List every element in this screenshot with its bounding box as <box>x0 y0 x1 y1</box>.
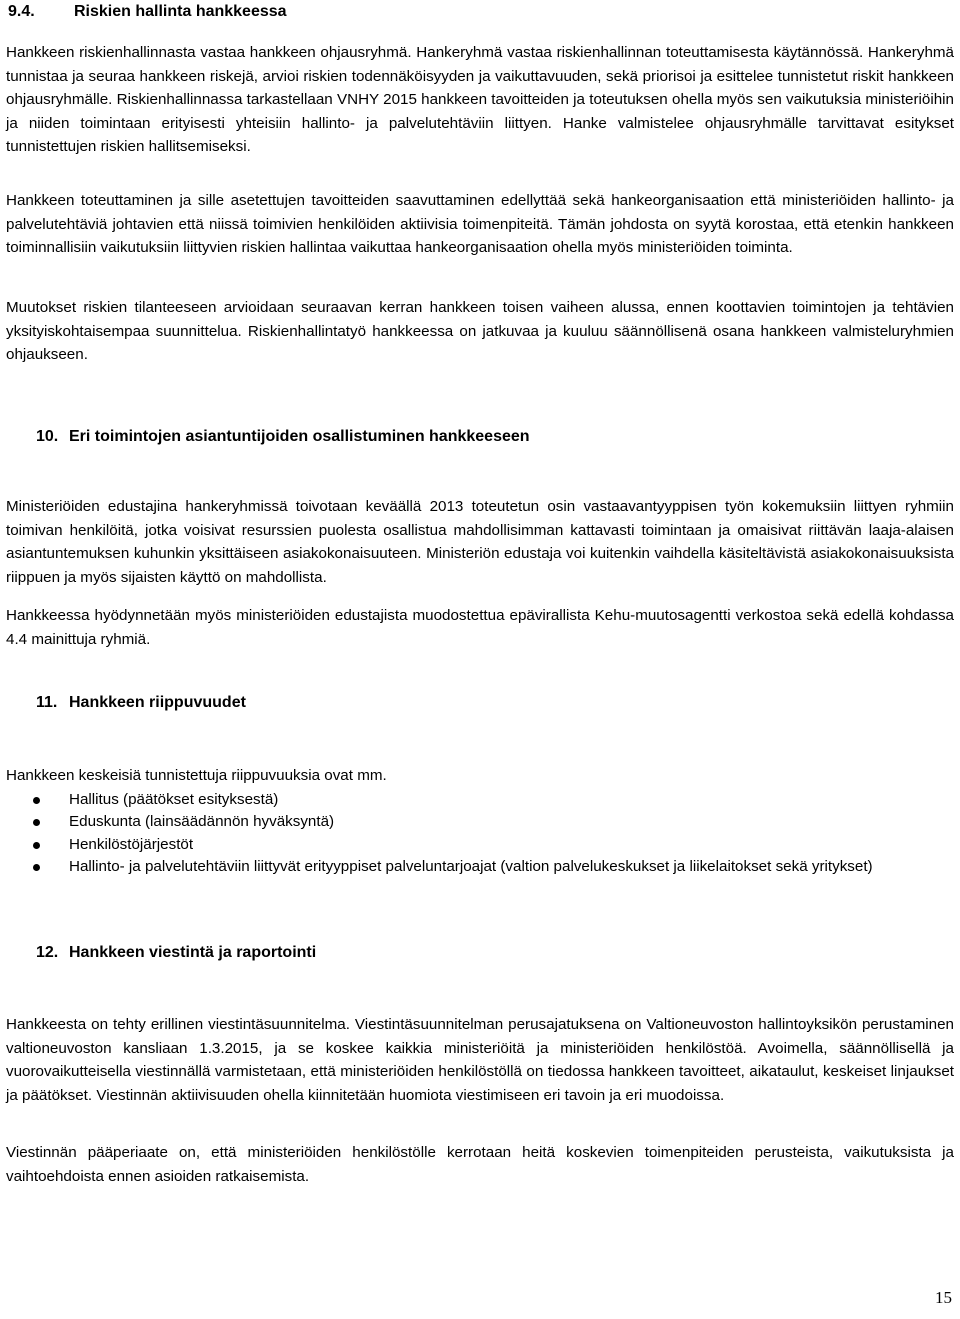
section-title: Hankkeen viestintä ja raportointi <box>69 944 317 961</box>
list-item <box>6 789 954 811</box>
section-number: 11. <box>36 694 58 711</box>
section-number: 10. <box>36 428 59 445</box>
list-item <box>6 834 954 856</box>
list-item-text: Henkilöstöjärjestöt <box>69 835 194 853</box>
list-item <box>6 856 954 878</box>
section-heading-12 <box>36 943 316 963</box>
list-item-text: Hallitus (päätökset esityksestä) <box>69 791 279 808</box>
section-title: Riskien hallinta hankkeessa <box>74 3 287 20</box>
paragraph: Hankkeesta on tehty erillinen viestintäsuunnitelma. Viestintäsuunnitelman perusajatuksena on Valtioneuvoston hallintoyksikön perustaminen valtioneuvoston kansliaan 1.3.2015, ja se koskee kaikkia ministeriöitä ja ministeriöiden henkilöstöä. Avoimella, säännöllisellä ja vuorovaikutteisella viestinnällä varmistetaan, että ministeriöiden henkilöstöllä on tiedossa hankkeen tavoitteet, aikataulut, keskeiset linjaukset ja päätökset. Viestinnän aktiivisuuden ohella kiinnitetään huomiota viestimiseen eri tavoin ja eri muodoissa. <box>6 1016 954 1104</box>
paragraph: Hankkeen toteuttaminen ja sille asetettujen tavoitteiden saavuttaminen edellyttää sekä hankeorganisaation että ministeriöiden hallinto- ja palvelutehtäviä johtavien että niissä toimivien henkilöiden aktiivisia toimenpiteitä. Tämän johdosta on syytä korostaa, että etenkin hankkeen toiminnallisiin vaikutuksiin liittyvien riskien hallintaa vaikuttaa hankeorganisaation ohella myös ministeriöiden toiminta. <box>6 192 954 257</box>
section-title: Eri toimintojen asiantuntijoiden osallistuminen hankkeeseen <box>69 428 530 445</box>
section-heading-9-4 <box>8 2 287 22</box>
paragraph: Hankkeen riskienhallinnasta vastaa hankkeen ohjausryhmä. Hankeryhmä vastaa riskienhallinnan toteuttamisesta käytännössä. Hankeryhmä tunnistaa ja seuraa hankkeen riskejä, arvioi riskien todennäköisyyden ja vaikuttavuuden, sekä priorisoi ja esittelee tunnistetut riskit hankkeen ohjausryhmälle. Riskienhallinnassa tarkastellaan VNHY 2015 hankkeen tavoitteiden ja toteutuksen ohella myös sen vaikutuksia ministeriöihin ja niiden toimintaan erityisesti yhteisiin hallinto- ja palvelutehtäviin liittyen. Hanke valmistelee ohjausryhmälle tarvittavat esitykset tunnistettujen riskien hallitsemiseksi. <box>6 44 954 156</box>
paragraph: Muutokset riskien tilanteeseen arvioidaan seuraavan kerran hankkeen toisen vaiheen alussa, ennen koottavien toimintojen ja tehtävien yksityiskohtaisempaa suunnittelua. Riskienhallintatyö hankkeessa on jatkuvaa ja kuuluu säännöllisenä osana hankkeen valmisteluryhmien ohjaukseen. <box>6 299 954 364</box>
paragraph: Hankkeessa hyödynnetään myös ministeriöiden edustajista muodostettua epävirallista Kehu-muutosagentti verkostoa sekä edellä kohdassa 4.4 mainittuja ryhmiä. <box>6 607 954 648</box>
section-number: 12. <box>36 944 59 961</box>
section-heading-11 <box>36 693 246 713</box>
list-item-text: Eduskunta (lainsäädännön hyväksyntä) <box>69 813 335 831</box>
section-heading-10 <box>36 427 530 447</box>
paragraph: Ministeriöiden edustajina hankeryhmissä toivotaan keväällä 2013 toteutetun osin vastaavantyyppisen työn kokemuksiin liittyen ryhmiin toimivan henkilöitä, jotka voisivat resurssien puolesta osallistua mahdollisimman kattavasti toimintaan ja omaisivat riittävän laaja-alaisen asiantuntemuksen kuhunkin yksittäiseen asiakokonaisuuteen. Ministeriön edustaja voi kuitenkin vaihdella käsiteltävistä asiakokonaisuuksista riippuen ja myös sijaisten käyttö on mahdollista. <box>6 498 954 586</box>
list-item-text: Hallinto- ja palvelutehtäviin liittyvät erityyppiset palveluntarjoajat (valtion palvelukeskukset ja liikelaitokset sekä yritykset) <box>69 858 873 876</box>
paragraph: Viestinnän pääperiaate on, että ministeriöiden henkilöstölle kerrotaan heitä koskevien toimenpiteiden perusteista, vaikutuksista ja vaihtoehdoista ennen asioiden ratkaisemista. <box>6 1144 954 1185</box>
bullet-icon <box>33 797 40 804</box>
list-item <box>6 811 954 833</box>
section-number: 9.4. <box>8 3 35 20</box>
paragraph: Hankkeen keskeisiä tunnistettuja riippuvuuksia ovat mm. <box>6 767 387 784</box>
bullet-icon <box>33 864 40 871</box>
bullet-icon <box>33 819 40 826</box>
section-title: Hankkeen riippuvuudet <box>69 694 246 711</box>
dependency-list <box>6 789 954 879</box>
bullet-icon <box>33 842 40 849</box>
page-number: 15 <box>935 1288 952 1307</box>
